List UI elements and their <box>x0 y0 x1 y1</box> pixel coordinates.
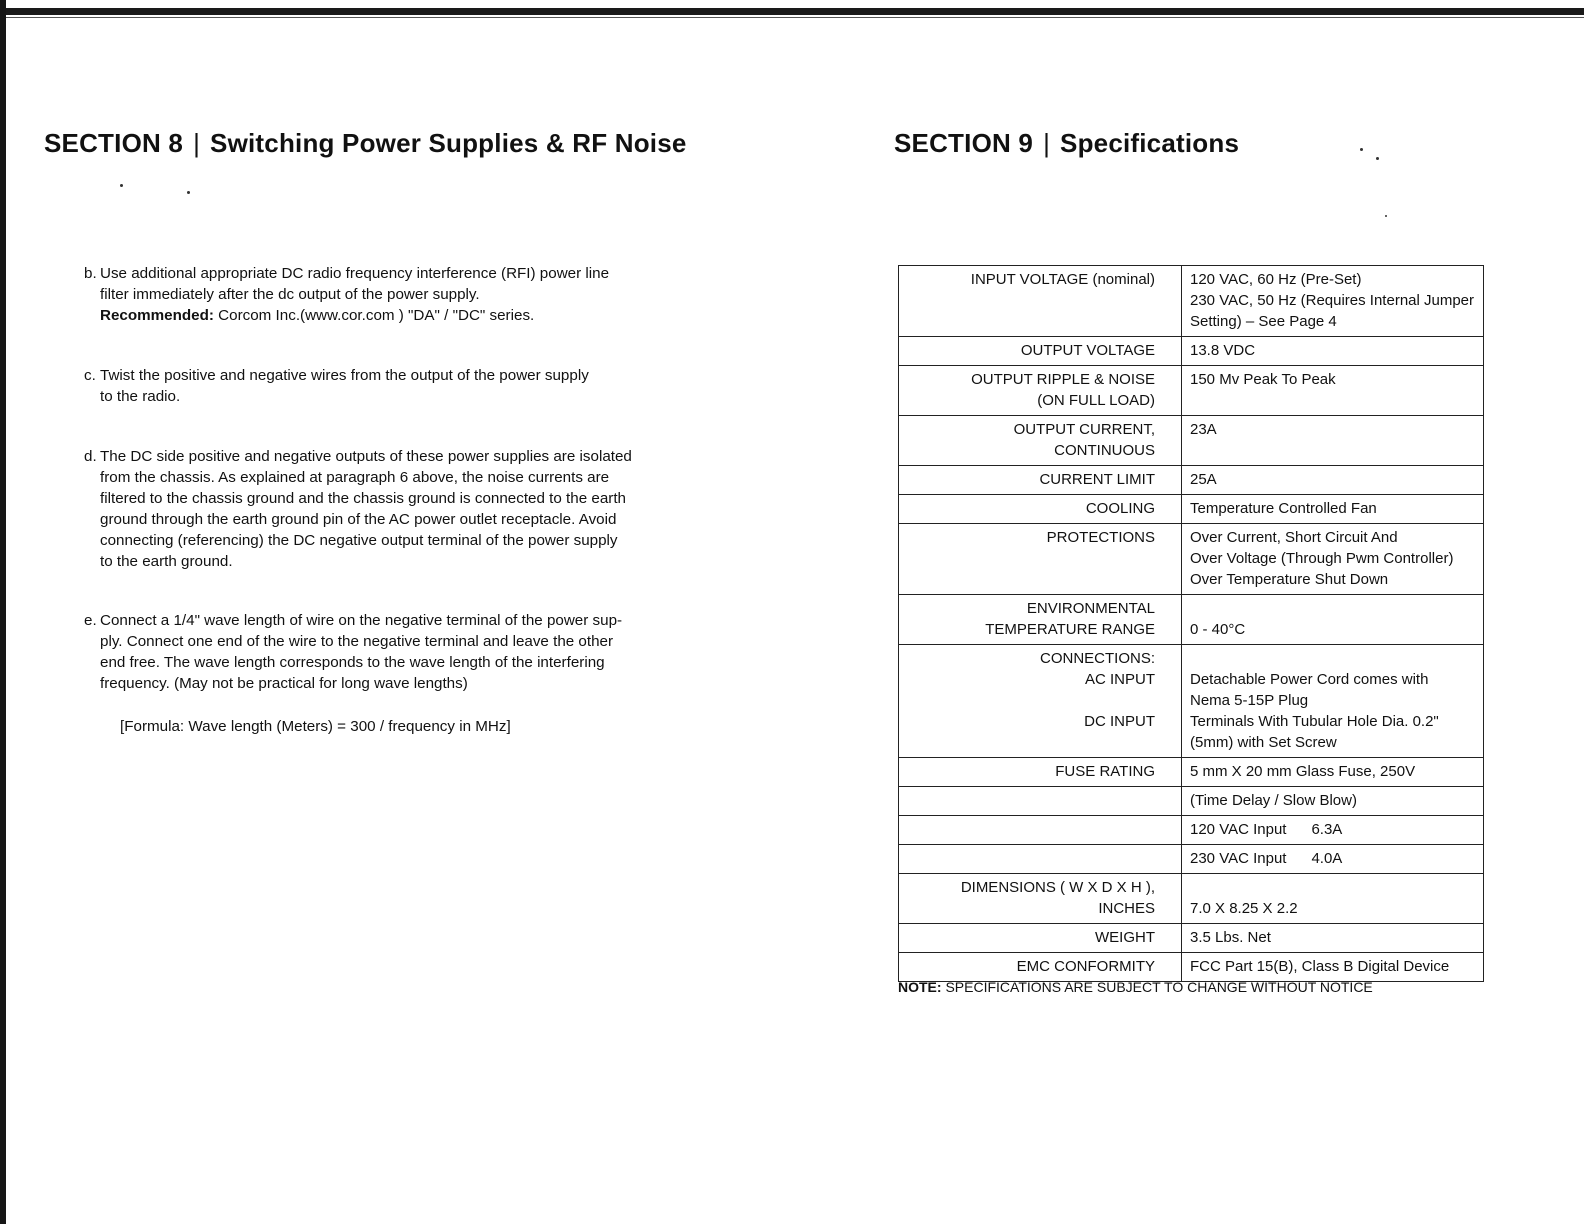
list-item-line: ground through the earth ground pin of the AC power outlet receptacle. Avoid <box>100 511 617 528</box>
list-item-line: The DC side positive and negative outputs of these power supplies are isolated <box>100 448 632 465</box>
recommended-text: Corcom Inc.(www.cor.com ) "DA" / "DC" series. <box>218 307 535 324</box>
list-item-c <box>84 365 724 407</box>
spec-key-line: AC INPUT <box>1084 671 1155 688</box>
list-item-b <box>84 263 724 326</box>
spec-key-line: ENVIRONMENTAL <box>1026 600 1155 617</box>
spec-value <box>1182 266 1484 337</box>
spec-value-line: 0 - 40°C <box>1190 621 1246 638</box>
spec-value-line: 3.5 Lbs. Net <box>1190 929 1271 946</box>
scan-speck <box>1385 215 1387 217</box>
spec-key <box>899 816 1182 845</box>
list-item-line: from the chassis. As explained at paragraph 6 above, the noise currents are <box>100 469 610 486</box>
list-item-line: Twist the positive and negative wires from the output of the power supply <box>100 367 589 384</box>
list-item-line: Use additional appropriate DC radio frequency interference (RFI) power line <box>100 265 610 282</box>
spec-value-line: Over Voltage (Through Pwm Controller) <box>1190 550 1454 567</box>
spec-value-line: (5mm) with Set Screw <box>1190 734 1337 751</box>
spec-value-line: FCC Part 15(B), Class B Digital Device <box>1190 958 1450 975</box>
left-scan-edge <box>0 0 6 1224</box>
spec-key-line: DC INPUT <box>1084 713 1155 730</box>
top-border-rule <box>0 8 1584 15</box>
spec-key <box>899 337 1182 366</box>
list-item-e <box>84 610 724 694</box>
table-row <box>899 953 1484 982</box>
spec-value-line: 120 VAC, 60 Hz (Pre-Set) <box>1190 271 1362 288</box>
spec-value <box>1182 645 1484 758</box>
spec-value-line: 23A <box>1190 421 1217 438</box>
spec-key-line: CURRENT LIMIT <box>1039 471 1155 488</box>
spec-key-line: CONTINUOUS <box>1054 442 1155 459</box>
table-row <box>899 416 1484 466</box>
table-row <box>899 816 1484 845</box>
spec-value-line: Setting) – See Page 4 <box>1190 313 1337 330</box>
spec-value <box>1182 874 1484 924</box>
spec-value-line: 5 mm X 20 mm Glass Fuse, 250V <box>1190 763 1416 780</box>
spec-value-line: 150 Mv Peak To Peak <box>1190 371 1336 388</box>
table-row <box>899 787 1484 816</box>
scan-speck <box>187 191 190 194</box>
spec-key-line: INCHES <box>1098 900 1155 917</box>
recommended-label: Recommended: <box>100 307 214 324</box>
spec-key-line: TEMPERATURE RANGE <box>985 621 1155 638</box>
spec-key-line <box>907 848 1155 869</box>
list-item-label: c. <box>84 367 96 384</box>
list-item-line: to the earth ground. <box>100 553 233 570</box>
spec-value <box>1182 924 1484 953</box>
spec-key <box>899 466 1182 495</box>
list-item-line: end free. The wave length corresponds to the wave length of the interfering <box>100 654 605 671</box>
table-row <box>899 645 1484 758</box>
spec-key <box>899 595 1182 645</box>
spec-value-line: Nema 5-15P Plug <box>1190 692 1309 709</box>
section-9-heading: Specifications <box>1060 128 1240 158</box>
table-row <box>899 266 1484 337</box>
spec-key <box>899 645 1182 758</box>
spec-key-line: COOLING <box>1085 500 1155 517</box>
recommended-line <box>100 305 724 326</box>
table-row <box>899 758 1484 787</box>
specifications-note <box>898 979 1373 995</box>
section-9-number: SECTION 9 <box>894 128 1034 158</box>
spec-value <box>1182 758 1484 787</box>
section-9-separator: | <box>1043 128 1051 158</box>
spec-value-line: 7.0 X 8.25 X 2.2 <box>1190 900 1298 917</box>
spec-key-line: (ON FULL LOAD) <box>1037 392 1155 409</box>
spec-key-line: EMC CONFORMITY <box>1016 958 1155 975</box>
list-item-line: frequency. (May not be practical for long wave lengths) <box>100 675 468 692</box>
list-item-line: ply. Connect one end of the wire to the negative terminal and leave the other <box>100 633 614 650</box>
spec-key <box>899 874 1182 924</box>
spec-key <box>899 787 1182 816</box>
spec-value-line: Terminals With Tubular Hole Dia. 0.2" <box>1190 713 1439 730</box>
spec-value <box>1182 524 1484 595</box>
table-row <box>899 845 1484 874</box>
spec-value <box>1182 816 1484 845</box>
spec-key-line: DIMENSIONS ( W X D X H ), <box>960 879 1155 896</box>
spec-key-line: INPUT VOLTAGE (nominal) <box>970 271 1155 288</box>
list-item-d <box>84 446 724 572</box>
list-item-line: connecting (referencing) the DC negative output terminal of the power supply <box>100 532 618 549</box>
table-row <box>899 466 1484 495</box>
list-item-line: filtered to the chassis ground and the chassis ground is connected to the earth <box>100 490 626 507</box>
section-9-title <box>894 128 1239 159</box>
spec-value <box>1182 787 1484 816</box>
spec-key-line: OUTPUT RIPPLE & NOISE <box>971 371 1155 388</box>
noise-remedies-list <box>84 263 724 737</box>
specifications-table <box>898 265 1484 982</box>
spec-value <box>1182 337 1484 366</box>
spec-value-line: Over Current, Short Circuit And <box>1190 529 1398 546</box>
spec-key-line <box>907 790 1155 811</box>
spec-value-line: Detachable Power Cord comes with <box>1190 671 1429 688</box>
section-8-separator: | <box>193 128 201 158</box>
spec-key-line: FUSE RATING <box>1055 763 1155 780</box>
spec-key <box>899 524 1182 595</box>
list-item-line: filter immediately after the dc output of the power supply. <box>100 286 480 303</box>
spec-value-line: 230 VAC, 50 Hz (Requires Internal Jumper <box>1190 292 1475 309</box>
spec-value-line: 230 VAC Input 4.0A <box>1190 850 1343 867</box>
spec-key <box>899 845 1182 874</box>
top-border-thin-rule <box>0 17 1584 18</box>
spec-key <box>899 266 1182 337</box>
list-item-line: to the radio. <box>100 388 181 405</box>
spec-key <box>899 416 1182 466</box>
spec-key <box>899 495 1182 524</box>
spec-value-line: Temperature Controlled Fan <box>1190 500 1377 517</box>
spec-value-line: 13.8 VDC <box>1190 342 1256 359</box>
table-row <box>899 337 1484 366</box>
wavelength-formula: [Formula: Wave length (Meters) = 300 / frequency in MHz] <box>120 718 511 735</box>
spec-value <box>1182 595 1484 645</box>
table-row <box>899 924 1484 953</box>
spec-key-line <box>907 819 1155 840</box>
table-row <box>899 595 1484 645</box>
spec-value <box>1182 466 1484 495</box>
list-item-label: b. <box>84 265 97 282</box>
spec-value-line: 120 VAC Input 6.3A <box>1190 821 1343 838</box>
spec-value-line: Over Temperature Shut Down <box>1190 571 1389 588</box>
scan-speck <box>1360 148 1363 151</box>
spec-value <box>1182 953 1484 982</box>
scan-speck <box>1376 157 1379 160</box>
spec-key <box>899 366 1182 416</box>
note-label: NOTE: <box>898 979 942 995</box>
spec-key <box>899 758 1182 787</box>
table-row <box>899 366 1484 416</box>
spec-value <box>1182 416 1484 466</box>
list-item-label: d. <box>84 448 97 465</box>
section-8-number: SECTION 8 <box>44 128 184 158</box>
spec-value-line: (Time Delay / Slow Blow) <box>1190 792 1357 809</box>
spec-key-line: PROTECTIONS <box>1046 529 1155 546</box>
spec-key <box>899 953 1182 982</box>
section-8-heading: Switching Power Supplies & RF Noise <box>210 128 687 158</box>
spec-value <box>1182 495 1484 524</box>
spec-value <box>1182 366 1484 416</box>
spec-key-line: WEIGHT <box>1095 929 1155 946</box>
spec-value-line: 25A <box>1190 471 1217 488</box>
scan-speck <box>120 184 123 187</box>
spec-key <box>899 924 1182 953</box>
spec-key-line: OUTPUT CURRENT, <box>1013 421 1155 438</box>
list-item-line: Connect a 1/4" wave length of wire on the negative terminal of the power sup- <box>100 612 623 629</box>
note-text: SPECIFICATIONS ARE SUBJECT TO CHANGE WITHOUT NOTICE <box>945 979 1373 995</box>
list-item-label: e. <box>84 612 97 629</box>
spec-value <box>1182 845 1484 874</box>
table-row <box>899 524 1484 595</box>
spec-key-line: OUTPUT VOLTAGE <box>1020 342 1155 359</box>
section-8-title <box>44 128 687 159</box>
table-row <box>899 495 1484 524</box>
spec-key-line: CONNECTIONS: <box>1039 650 1155 667</box>
table-row <box>899 874 1484 924</box>
